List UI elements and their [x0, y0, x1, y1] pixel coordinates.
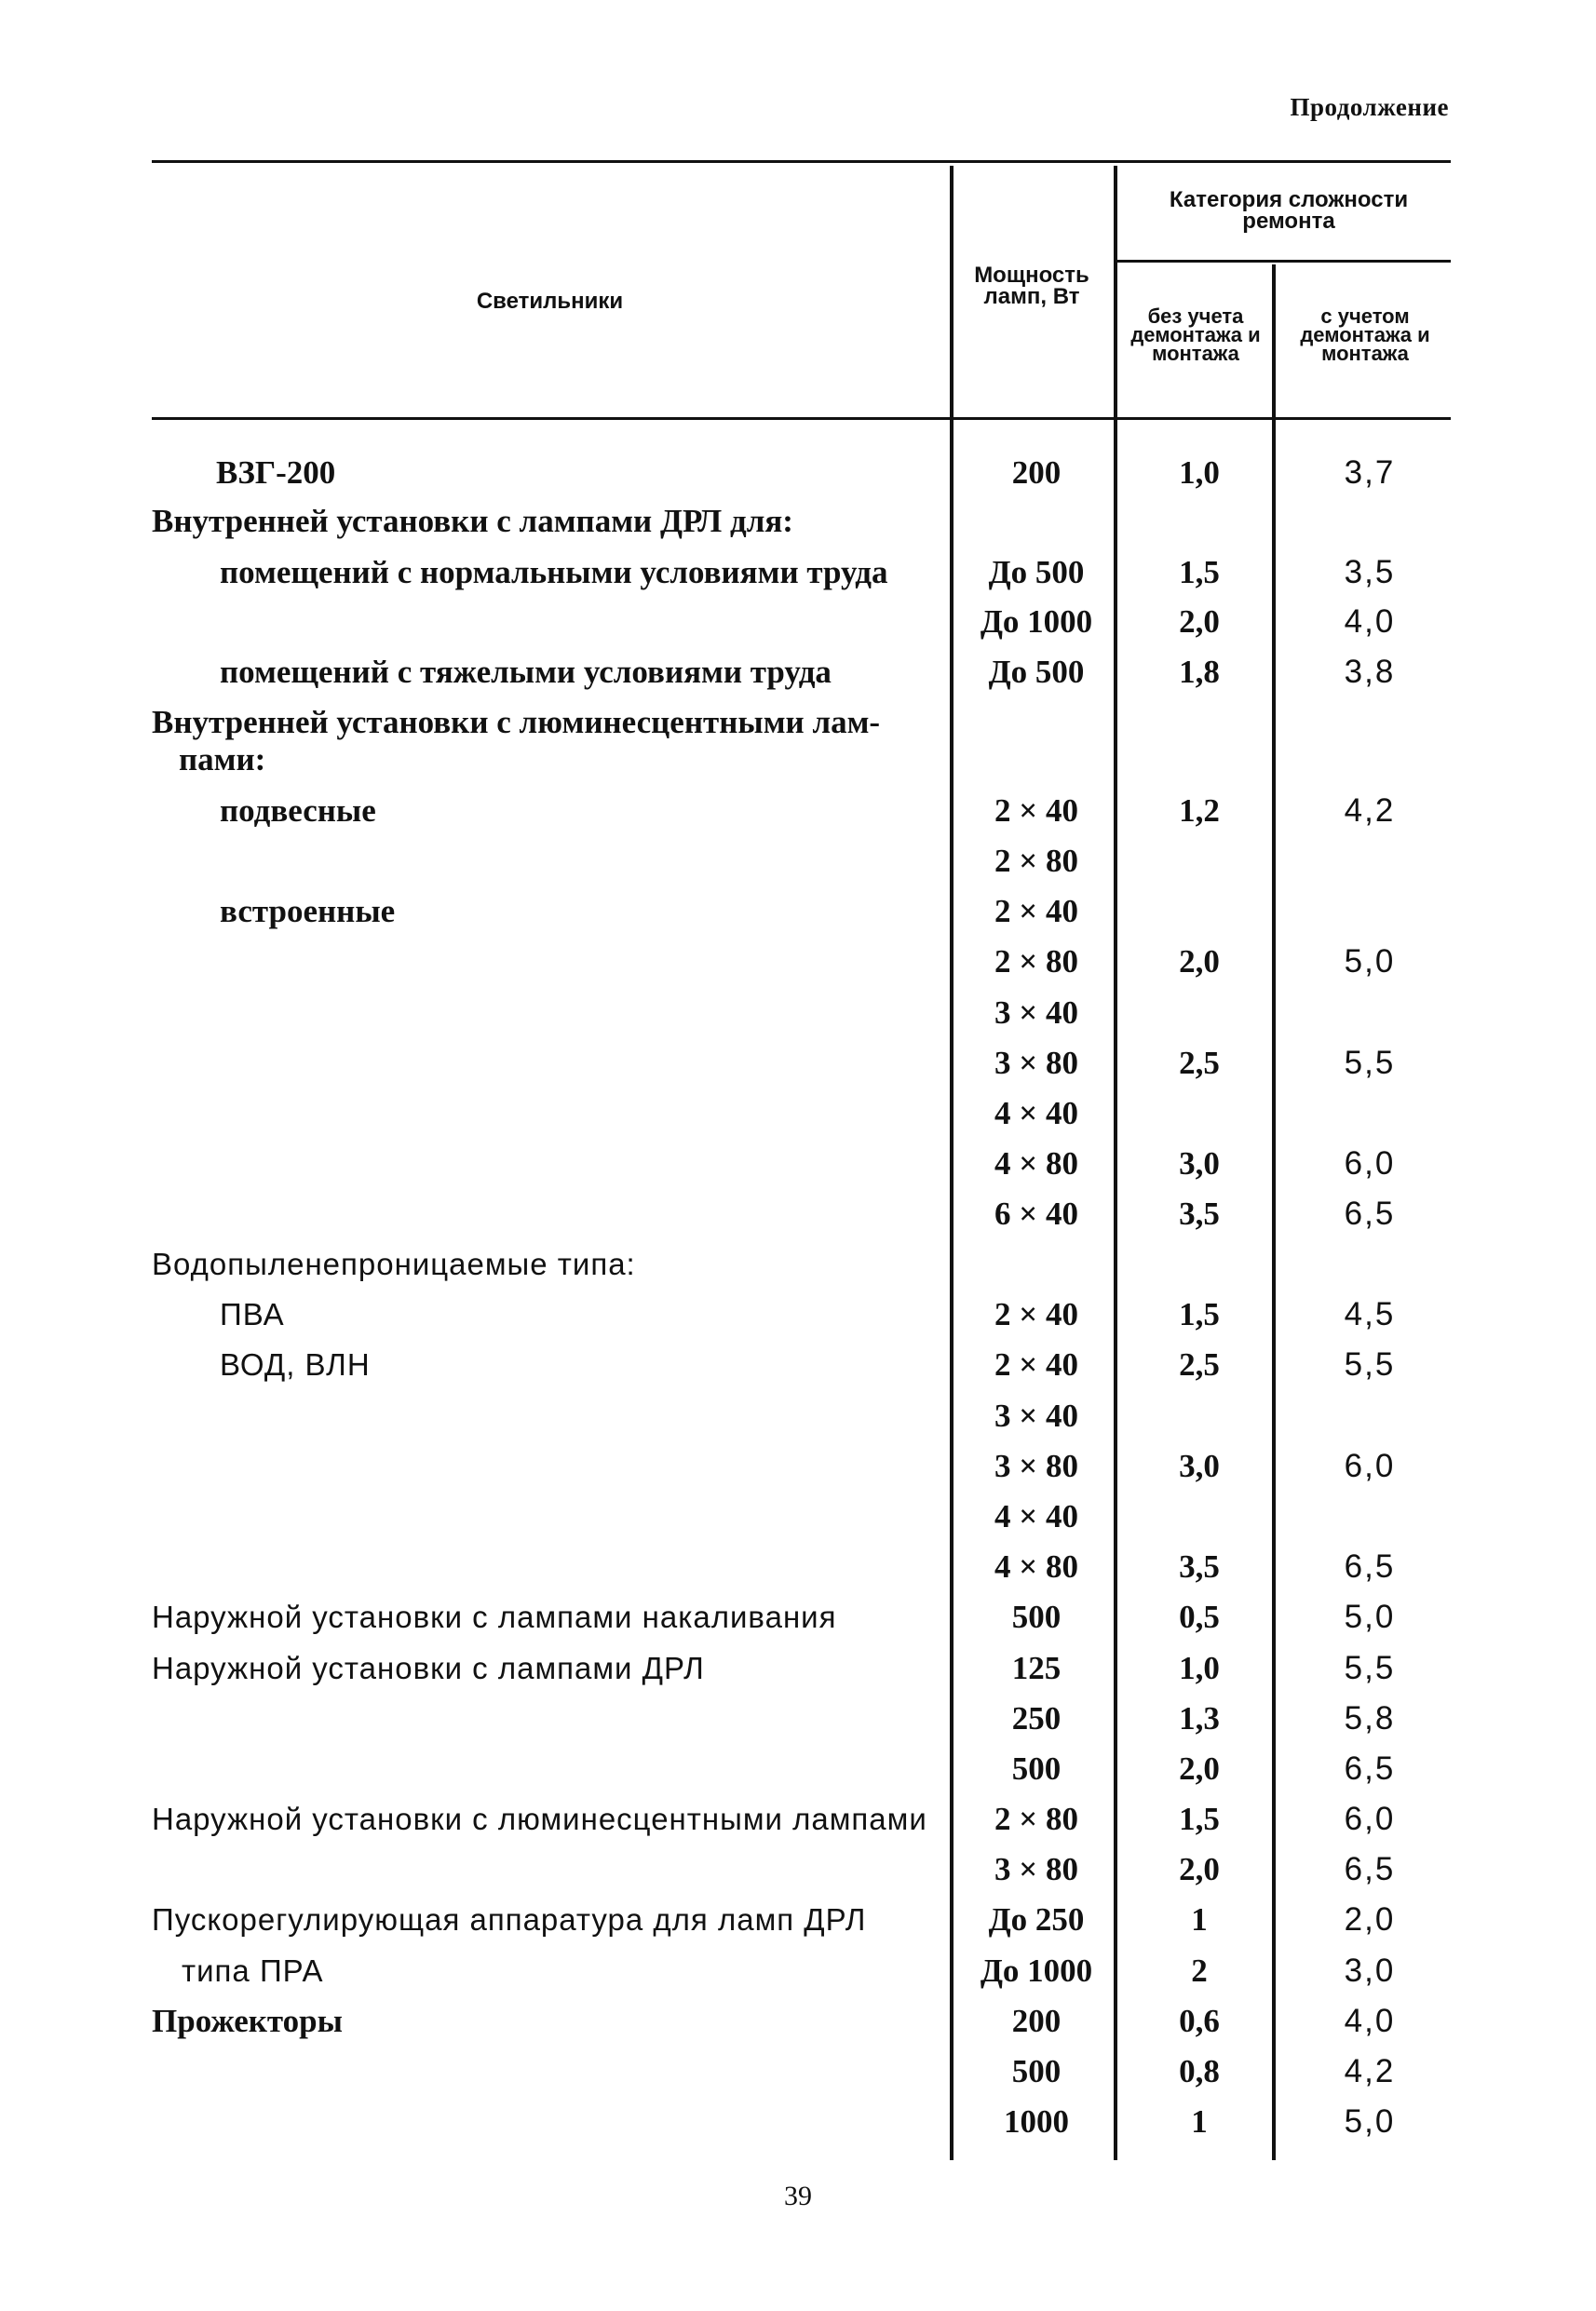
header-with-installation: с учетом демонтажа и монтажа — [1300, 304, 1430, 365]
row-category-with-installation: 3,0 — [1344, 1953, 1396, 1989]
row-category-with-installation: 2,0 — [1344, 1901, 1396, 1938]
row-category-with-installation: 3,8 — [1344, 654, 1396, 690]
row-fixture-name: Внутренней установки с люминесцентными лам- — [152, 704, 881, 740]
row-category-without-installation: 2,5 — [1179, 1045, 1220, 1081]
row-category-with-installation: 5,5 — [1344, 1045, 1396, 1081]
row-category-with-installation: 6,0 — [1344, 1801, 1396, 1837]
row-lamp-power: 2 × 40 — [994, 1296, 1078, 1332]
row-category-without-installation: 2,0 — [1179, 1851, 1220, 1887]
header-bottom-rule — [152, 417, 1451, 420]
row-category-without-installation: 2,0 — [1179, 943, 1220, 980]
row-fixture-name: ПВА — [220, 1297, 285, 1331]
row-category-without-installation: 2,5 — [1179, 1346, 1220, 1383]
row-fixture-name: Водопыленепроницаемые типа: — [152, 1247, 636, 1281]
row-fixture-name: Наружной установки с лампами накаливания — [152, 1600, 837, 1634]
row-lamp-power: 3 × 80 — [994, 1448, 1078, 1484]
row-lamp-power: 200 — [1011, 2003, 1062, 2039]
row-category-without-installation: 2 — [1191, 1953, 1208, 1989]
row-category-with-installation: 4,5 — [1344, 1296, 1396, 1332]
row-fixture-name: типа ПРА — [182, 1953, 324, 1988]
row-lamp-power: До 1000 — [980, 603, 1093, 640]
row-fixture-name: Наружной установки с лампами ДРЛ — [152, 1651, 705, 1685]
row-category-without-installation: 1,5 — [1179, 1296, 1220, 1332]
row-category-without-installation: 3,5 — [1179, 1196, 1220, 1232]
row-category-without-installation: 1,8 — [1179, 654, 1220, 690]
continuation-label: Продолжение — [1290, 93, 1449, 121]
row-fixture-name: Прожекторы — [152, 2003, 343, 2039]
row-category-with-installation: 5,0 — [1344, 943, 1396, 980]
row-category-without-installation: 3,0 — [1179, 1448, 1220, 1484]
row-lamp-power: 2 × 40 — [994, 792, 1078, 829]
row-category-with-installation: 5,8 — [1344, 1700, 1396, 1737]
row-lamp-power: 500 — [1011, 1750, 1062, 1787]
row-category-with-installation: 5,0 — [1344, 2103, 1396, 2140]
row-lamp-power: 3 × 80 — [994, 1851, 1078, 1887]
category-subheader-rule — [1116, 260, 1451, 263]
row-lamp-power: 125 — [1011, 1650, 1062, 1686]
row-category-with-installation: 3,7 — [1344, 454, 1396, 491]
row-lamp-power: 500 — [1011, 1599, 1062, 1635]
row-category-with-installation: 4,2 — [1344, 792, 1396, 829]
row-category-without-installation: 0,5 — [1179, 1599, 1220, 1635]
row-category-without-installation: 1,3 — [1179, 1700, 1220, 1737]
row-category-with-installation: 5,5 — [1344, 1346, 1396, 1383]
row-lamp-power: До 250 — [988, 1901, 1085, 1938]
row-lamp-power: 1000 — [1004, 2103, 1069, 2140]
row-fixture-name: ВОД, ВЛН — [220, 1347, 371, 1382]
row-category-without-installation: 0,8 — [1179, 2053, 1220, 2089]
row-category-with-installation: 6,5 — [1344, 1196, 1396, 1232]
row-lamp-power: 500 — [1011, 2053, 1062, 2089]
row-lamp-power: 2 × 40 — [994, 893, 1078, 929]
row-category-without-installation: 1,2 — [1179, 792, 1220, 829]
header-category: Категория сложности ремонта — [1169, 187, 1409, 234]
column-divider-power — [950, 166, 954, 2160]
row-lamp-power: До 500 — [988, 554, 1085, 590]
row-lamp-power: 4 × 80 — [994, 1145, 1078, 1182]
row-lamp-power: 2 × 80 — [994, 943, 1078, 980]
row-category-without-installation: 1,0 — [1179, 1650, 1220, 1686]
row-fixture-name: Наружной установки с люминесцентными лампами — [152, 1802, 927, 1836]
row-lamp-power: 4 × 40 — [994, 1095, 1078, 1131]
row-category-with-installation: 6,5 — [1344, 1548, 1396, 1585]
row-fixture-name: помещений с нормальными условиями труда — [220, 554, 888, 590]
row-lamp-power: 6 × 40 — [994, 1196, 1078, 1232]
row-category-without-installation: 1,5 — [1179, 554, 1220, 590]
row-lamp-power: 250 — [1011, 1700, 1062, 1737]
row-category-with-installation: 6,0 — [1344, 1448, 1396, 1484]
row-category-with-installation: 5,5 — [1344, 1650, 1396, 1686]
row-category-with-installation: 4,0 — [1344, 603, 1396, 640]
row-category-without-installation: 1,0 — [1179, 454, 1220, 491]
row-fixture-name: Внутренней установки с лампами ДРЛ для: — [152, 503, 793, 539]
row-lamp-power: 3 × 40 — [994, 1398, 1078, 1434]
row-lamp-power: 4 × 80 — [994, 1548, 1078, 1585]
row-lamp-power: 4 × 40 — [994, 1498, 1078, 1534]
row-category-without-installation: 3,5 — [1179, 1548, 1220, 1585]
row-lamp-power: 200 — [1011, 454, 1062, 491]
header-without-installation: без учета демонтажа и монтажа — [1130, 304, 1261, 365]
row-fixture-name: подвесные — [220, 792, 376, 829]
row-category-with-installation: 6,5 — [1344, 1750, 1396, 1787]
row-lamp-power: 2 × 80 — [994, 1801, 1078, 1837]
row-lamp-power: 2 × 80 — [994, 843, 1078, 879]
row-category-without-installation: 1 — [1191, 1901, 1208, 1938]
row-lamp-power: 3 × 40 — [994, 994, 1078, 1031]
row-category-with-installation: 4,2 — [1344, 2053, 1396, 2089]
row-category-with-installation: 3,5 — [1344, 554, 1396, 590]
row-category-without-installation: 0,6 — [1179, 2003, 1220, 2039]
row-fixture-name: пами: — [179, 741, 266, 777]
row-lamp-power: До 1000 — [980, 1953, 1093, 1989]
row-fixture-name: встроенные — [220, 893, 396, 929]
header-fixtures: Светильники — [476, 289, 624, 314]
row-category-with-installation: 4,0 — [1344, 2003, 1396, 2039]
row-category-with-installation: 5,0 — [1344, 1599, 1396, 1635]
header-power: Мощность ламп, Вт — [974, 263, 1089, 309]
row-category-without-installation: 2,0 — [1179, 1750, 1220, 1787]
row-fixture-name: помещений с тяжелыми условиями труда — [220, 654, 832, 690]
row-category-with-installation: 6,5 — [1344, 1851, 1396, 1887]
row-fixture-name: ВЗГ-200 — [216, 454, 336, 491]
row-category-without-installation: 1,5 — [1179, 1801, 1220, 1837]
row-fixture-name: Пускорегулирующая аппаратура для ламп ДРЛ — [152, 1902, 867, 1937]
row-lamp-power: До 500 — [988, 654, 1085, 690]
table-top-rule — [152, 160, 1451, 163]
row-category-without-installation: 3,0 — [1179, 1145, 1220, 1182]
page-number: 39 — [784, 2181, 812, 2211]
row-lamp-power: 3 × 80 — [994, 1045, 1078, 1081]
row-lamp-power: 2 × 40 — [994, 1346, 1078, 1383]
row-category-with-installation: 6,0 — [1344, 1145, 1396, 1182]
row-category-without-installation: 2,0 — [1179, 603, 1220, 640]
row-category-without-installation: 1 — [1191, 2103, 1208, 2140]
